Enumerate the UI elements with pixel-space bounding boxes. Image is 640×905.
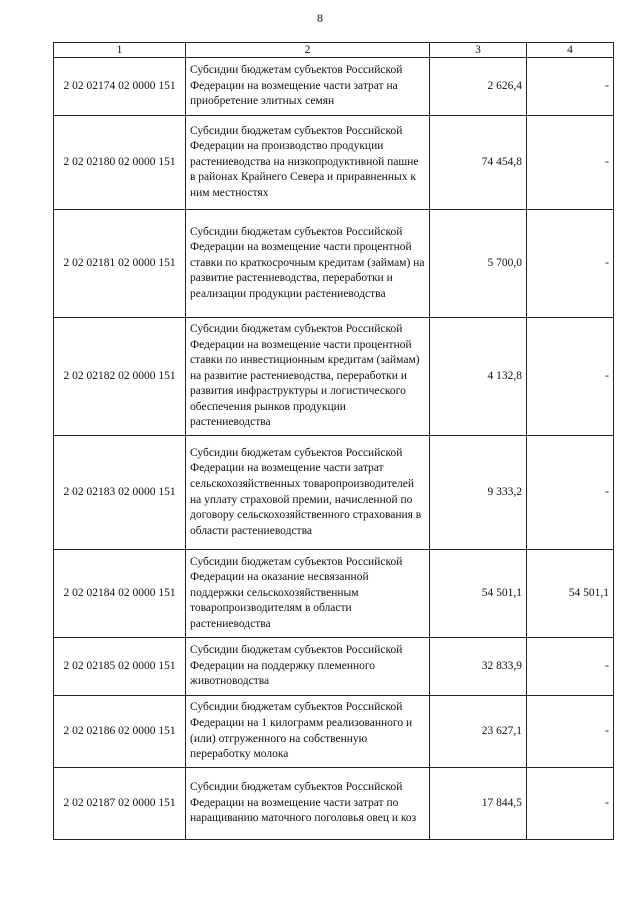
row-description: Субсидии бюджетам субъектов Российской Федерации на возмещение части затрат по наращиванию маточного поголовья овец и коз (186, 768, 430, 840)
row-amount-2: 54 501,1 (527, 550, 614, 638)
row-amount: 4 132,8 (430, 318, 527, 436)
row-description: Субсидии бюджетам субъектов Российской Федерации на возмещение части процентной ставки по краткосрочным кредитам (займам) на развитие растениеводства, переработки и реализации продукции растениеводства (186, 210, 430, 318)
table-row (54, 436, 614, 550)
row-code: 2 02 02187 02 0000 151 (54, 768, 186, 840)
page-number: 8 (317, 11, 323, 25)
table-row (54, 550, 614, 638)
table-row (54, 638, 614, 696)
row-description: Субсидии бюджетам субъектов Российской Федерации на производство продукции растениеводства на низкопродуктивной пашне в районах Крайнего Севера и приравненных к ним местностях (186, 116, 430, 210)
row-amount: 32 833,9 (430, 638, 527, 696)
row-amount-2: - (527, 768, 614, 840)
row-code: 2 02 02186 02 0000 151 (54, 696, 186, 768)
row-amount: 9 333,2 (430, 436, 527, 550)
row-code: 2 02 02174 02 0000 151 (54, 58, 186, 116)
row-description: Субсидии бюджетам субъектов Российской Федерации на возмещение части затрат на приобретение элитных семян (186, 58, 430, 116)
row-amount-2: - (527, 116, 614, 210)
row-description: Субсидии бюджетам субъектов Российской Федерации на оказание несвязанной поддержки сельскохозяйственным товаропроизводителям в области растениеводства (186, 550, 430, 638)
row-amount: 23 627,1 (430, 696, 527, 768)
row-code: 2 02 02181 02 0000 151 (54, 210, 186, 318)
table-row (54, 210, 614, 318)
table-row (54, 318, 614, 436)
header-cell: 1 (54, 43, 186, 58)
row-amount-2: - (527, 58, 614, 116)
row-amount: 17 844,5 (430, 768, 527, 840)
header-cell: 3 (430, 43, 527, 58)
row-amount: 5 700,0 (430, 210, 527, 318)
row-amount: 54 501,1 (430, 550, 527, 638)
row-amount-2: - (527, 210, 614, 318)
row-amount-2: - (527, 318, 614, 436)
row-code: 2 02 02183 02 0000 151 (54, 436, 186, 550)
row-amount: 2 626,4 (430, 58, 527, 116)
header-cell: 2 (186, 43, 430, 58)
row-amount-2: - (527, 436, 614, 550)
table-row (54, 58, 614, 116)
row-amount: 74 454,8 (430, 116, 527, 210)
budget-table (53, 42, 614, 840)
table-row (54, 768, 614, 840)
row-code: 2 02 02182 02 0000 151 (54, 318, 186, 436)
table-header-row (54, 43, 614, 58)
row-code: 2 02 02180 02 0000 151 (54, 116, 186, 210)
row-amount-2: - (527, 696, 614, 768)
row-description: Субсидии бюджетам субъектов Российской Федерации на возмещение части затрат сельскохозяйственных товаропроизводителей на уплату страховой премии, начисленной по договору сельскохозяйственного страхования в области растениеводства (186, 436, 430, 550)
row-amount-2: - (527, 638, 614, 696)
row-description: Субсидии бюджетам субъектов Российской Федерации на 1 килограмм реализованного и (или) отгруженного на собственную переработку молока (186, 696, 430, 768)
row-code: 2 02 02184 02 0000 151 (54, 550, 186, 638)
row-code: 2 02 02185 02 0000 151 (54, 638, 186, 696)
row-description: Субсидии бюджетам субъектов Российской Федерации на возмещение части процентной ставки по инвестиционным кредитам (займам) на развитие растениеводства, переработки и развития инфраструктуры и логистического обеспечения рынков продукции растениеводства (186, 318, 430, 436)
header-cell: 4 (527, 43, 614, 58)
table-row (54, 116, 614, 210)
table-row (54, 696, 614, 768)
row-description: Субсидии бюджетам субъектов Российской Федерации на поддержку племенного животноводства (186, 638, 430, 696)
